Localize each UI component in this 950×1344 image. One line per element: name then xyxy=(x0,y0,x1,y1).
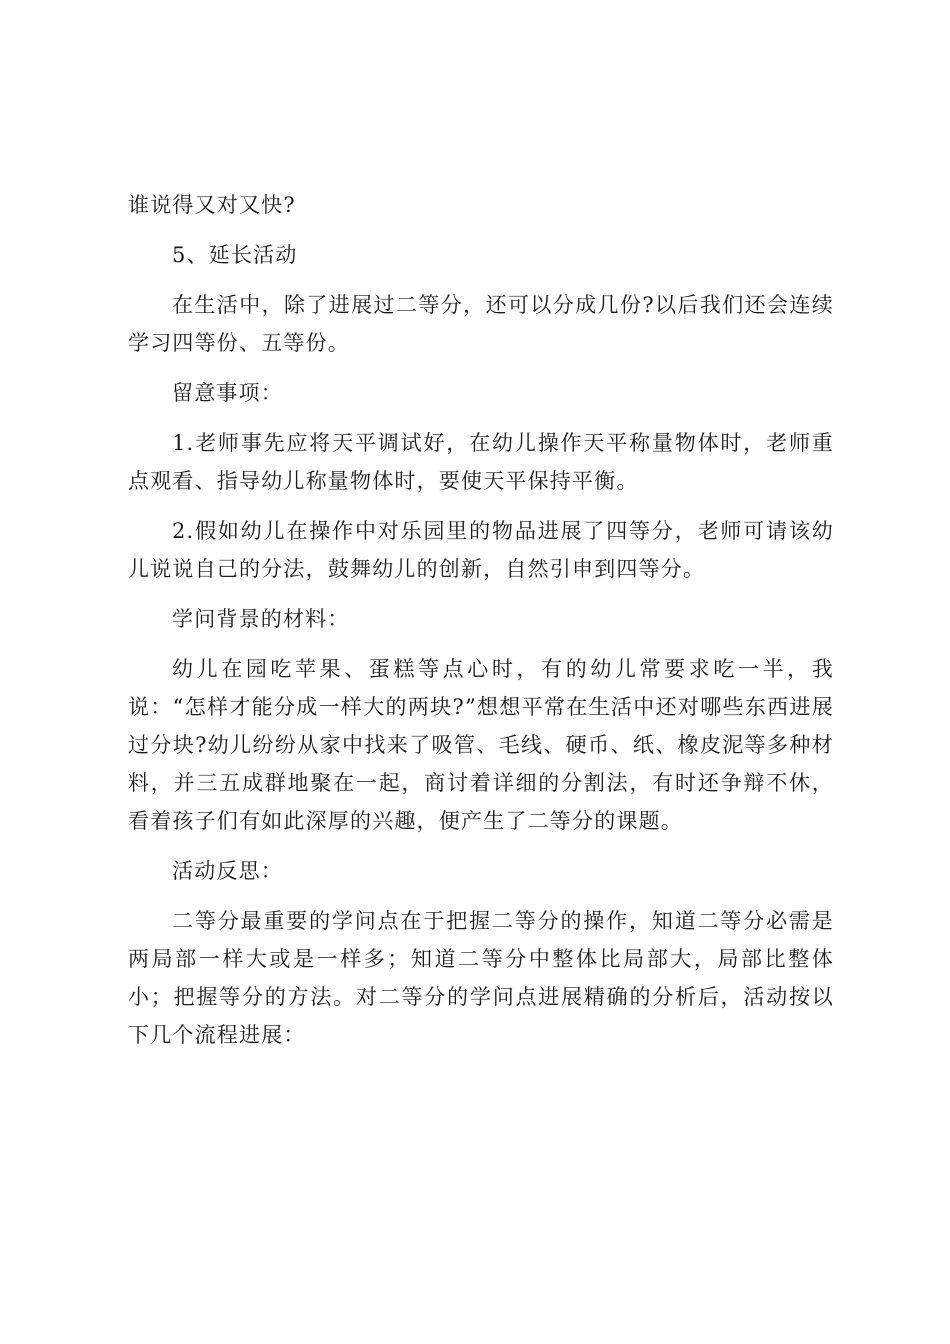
paragraph-reflection: 二等分最重要的学问点在于把握二等分的操作，知道二等分必需是两局部一样大或是一样多；知道二等分中整体比局部大，局部比整体小；把握等分的方法。对二等分的学问点进展精确的分析后，活动按以下几个流程进展： xyxy=(128,909,834,1047)
section-heading-extension-activity: 5、延长活动 xyxy=(172,243,298,267)
section-heading-notes: 留意事项： xyxy=(172,381,283,405)
paragraph-note-2: 2.假如幼儿在操作中对乐园里的物品进展了四等分，老师可请该幼儿说说自己的分法，鼓舞幼儿的创新，自然引申到四等分。 xyxy=(128,519,834,581)
document-body xyxy=(128,186,834,1066)
paragraph-extension: 在生活中，除了进展过二等分，还可以分成几份?以后我们还会连续学习四等份、五等份。 xyxy=(128,293,834,355)
section-heading-reflection: 活动反思： xyxy=(172,859,283,883)
paragraph-note-1: 1.老师事先应将天平调试好，在幼儿操作天平称量物体时，老师重点观看、指导幼儿称量物体时，要使天平保持平衡。 xyxy=(128,431,834,493)
section-heading-background: 学问背景的材料： xyxy=(172,607,350,631)
paragraph-continuation: 谁说得又对又快? xyxy=(128,193,296,217)
paragraph-background: 幼儿在园吃苹果、蛋糕等点心时，有的幼儿常要求吃一半，我说：“怎样才能分成一样大的两块?”想想平常在生活中还对哪些东西进展过分块?幼儿纷纷从家中找来了吸管、毛线、硬币、纸、橡皮泥等多种材料，并三五成群地聚在一起，商讨着详细的分割法，有时还争辩不休，看着孩子们有如此深厚的兴趣，便产生了二等分的课题。 xyxy=(128,657,834,833)
